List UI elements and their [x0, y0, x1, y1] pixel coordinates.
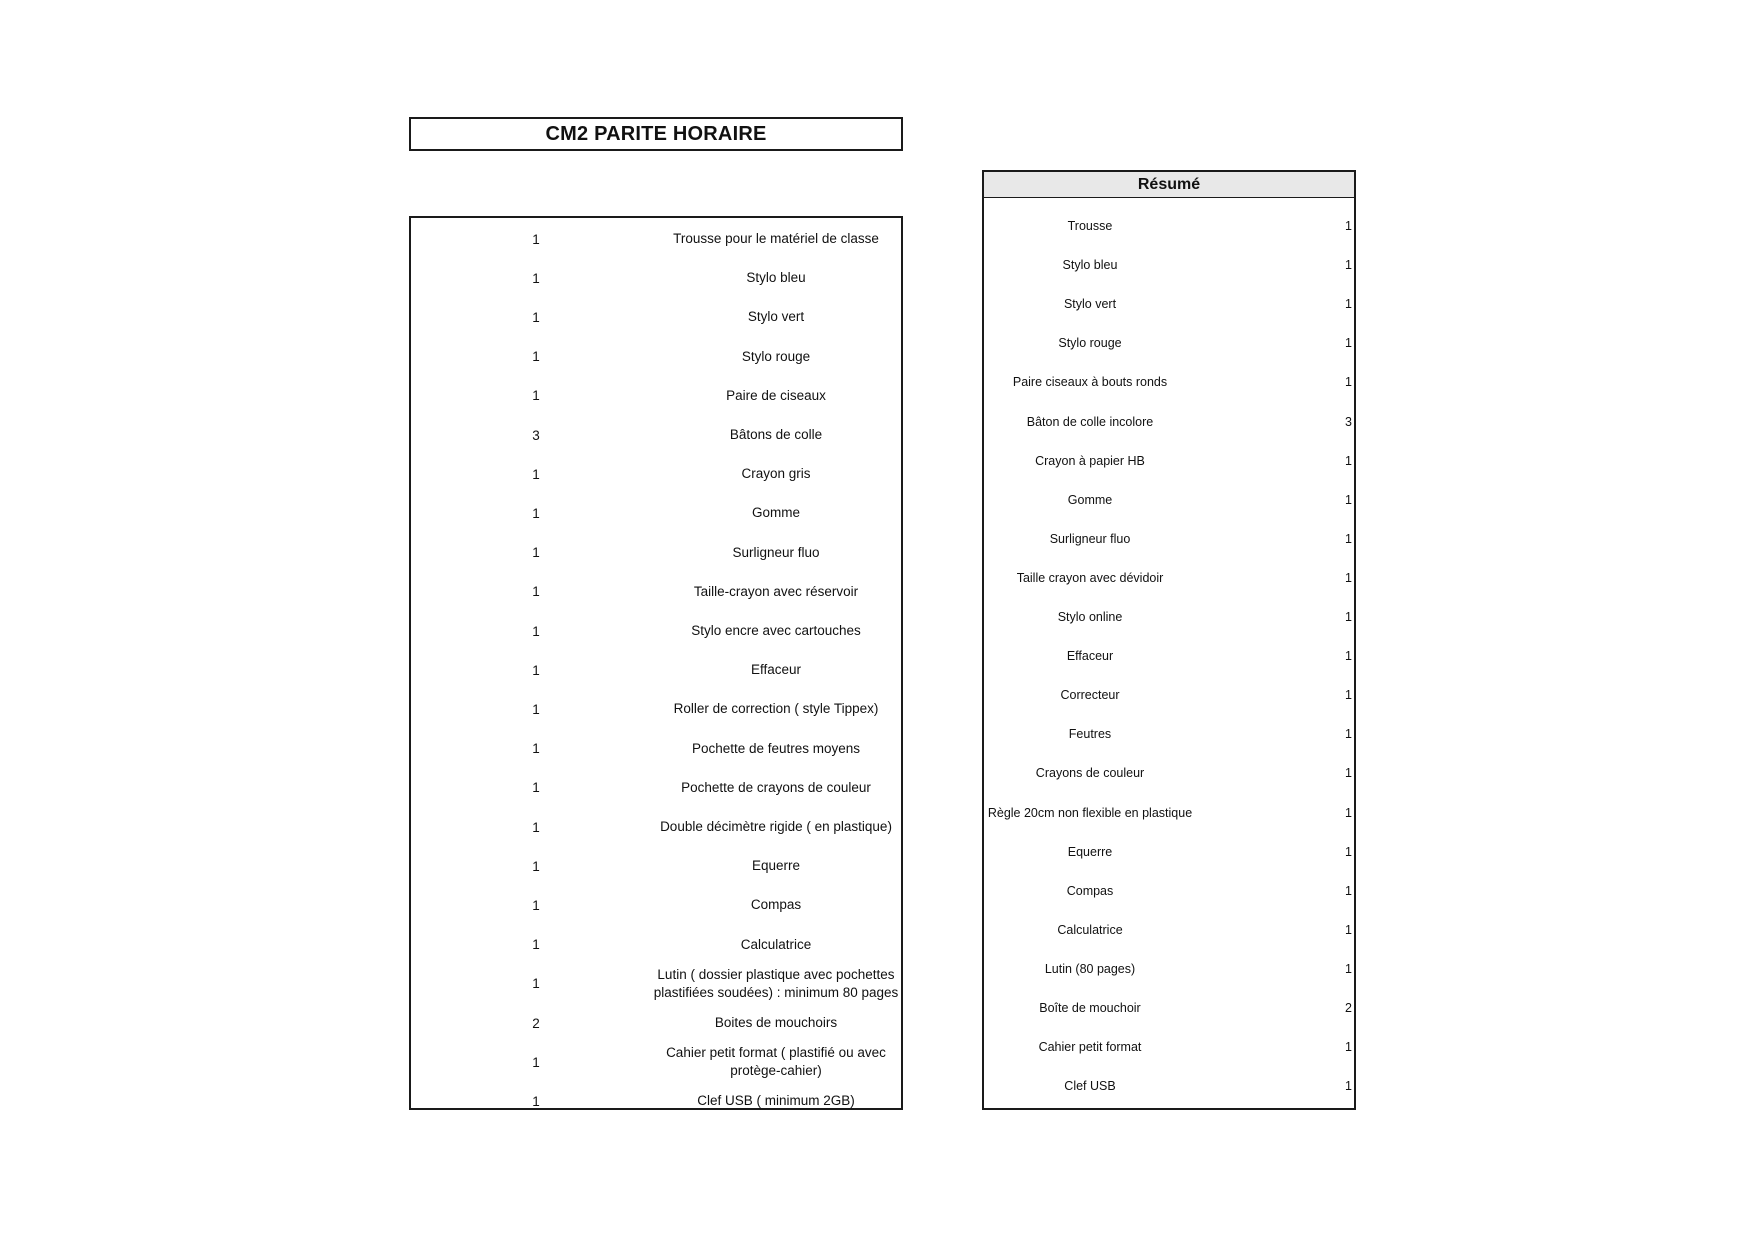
list-item: [411, 1081, 901, 1121]
item-label: Stylo vert: [747, 309, 805, 325]
summary-item-quantity: 1: [1345, 453, 1352, 468]
item-quantity: 1: [532, 466, 540, 482]
summary-item-label: Crayon à papier HB: [1035, 453, 1145, 468]
item-quantity: 1: [532, 897, 540, 913]
list-item: [411, 337, 901, 377]
item-quantity: 1: [532, 309, 540, 325]
summary-row: [984, 258, 1354, 278]
list-item: [411, 1042, 901, 1082]
item-quantity: 1: [532, 780, 540, 796]
summary-item-label: Paire ciseaux à bouts ronds: [1012, 375, 1168, 390]
item-label: Stylo bleu: [746, 270, 806, 286]
item-quantity: 1: [532, 505, 540, 521]
item-quantity: 1: [532, 701, 540, 717]
list-item: [411, 768, 901, 808]
item-label: Stylo encre avec cartouches: [691, 623, 861, 638]
item-label: Double décimètre rigide ( en plastique): [660, 819, 892, 834]
item-quantity: 1: [532, 231, 540, 247]
list-item: [411, 258, 901, 298]
item-quantity: 1: [532, 662, 540, 678]
item-quantity: 1: [532, 388, 540, 404]
summary-item-quantity: 1: [1345, 805, 1352, 820]
item-label: Gomme: [751, 505, 800, 521]
list-item: [411, 964, 901, 1004]
summary-item-quantity: 1: [1345, 688, 1352, 703]
list-item: [411, 219, 901, 259]
summary-item-quantity: 1: [1345, 610, 1352, 624]
item-label: Cahier petit format ( plastifié ou avec protège-cahier): [666, 1045, 886, 1079]
summary-item-quantity: 1: [1345, 375, 1352, 390]
item-quantity: 1: [532, 819, 540, 835]
item-label: Taille-crayon avec réservoir: [693, 583, 859, 599]
summary-row: [984, 766, 1354, 786]
summary-item-label: Règle 20cm non flexible en plastique: [987, 805, 1193, 820]
item-quantity: 1: [532, 1093, 540, 1109]
summary-item-label: Cahier petit format: [1038, 1040, 1142, 1055]
list-item: [411, 689, 901, 729]
summary-row: [984, 1001, 1354, 1021]
summary-item-quantity: 1: [1345, 883, 1352, 898]
summary-item-label: Bâton de colle incolore: [1026, 414, 1154, 429]
item-label: Stylo rouge: [741, 348, 811, 364]
list-item: [411, 415, 901, 455]
summary-item-label: Stylo online: [1057, 610, 1123, 624]
summary-row: [984, 493, 1354, 513]
list-item: [411, 885, 901, 925]
summary-item-label: Stylo bleu: [1062, 258, 1118, 273]
summary-row: [984, 415, 1354, 435]
summary-item-quantity: 1: [1345, 766, 1352, 781]
summary-item-label: Crayons de couleur: [1035, 766, 1145, 781]
item-label: Pochette de crayons de couleur: [681, 779, 871, 795]
summary-item-quantity: 1: [1345, 649, 1352, 664]
summary-item-quantity: 1: [1345, 570, 1352, 585]
item-label: Lutin ( dossier plastique avec pochettes plastifiées soudées) : minimum 80 pages: [653, 966, 899, 1000]
summary-item-label: Effaceur: [1066, 649, 1114, 664]
list-item: [411, 376, 901, 416]
item-label: Equerre: [751, 858, 801, 874]
summary-item-quantity: 1: [1345, 961, 1352, 976]
list-item: [411, 493, 901, 533]
item-label: Bâtons de colle: [729, 427, 823, 442]
summary-row: [984, 1079, 1354, 1099]
item-label: Trousse pour le matériel de classe: [673, 231, 879, 246]
item-quantity: 1: [532, 270, 540, 286]
summary-item-label: Equerre: [1067, 844, 1113, 859]
summary-row: [984, 610, 1354, 630]
summary-row: [984, 336, 1354, 356]
summary-item-quantity: 1: [1345, 336, 1352, 351]
summary-item-label: Taille crayon avec dévidoir: [1016, 570, 1164, 585]
summary-row: [984, 962, 1354, 982]
summary-row: [984, 454, 1354, 474]
list-item: [411, 807, 901, 847]
list-item: [411, 846, 901, 886]
summary-item-label: Trousse: [1067, 219, 1113, 233]
supply-list-table: [409, 216, 903, 1110]
summary-table: [982, 170, 1356, 1110]
list-item: [411, 572, 901, 612]
summary-item-quantity: 3: [1345, 414, 1352, 429]
summary-header: Résumé: [984, 172, 1354, 198]
item-quantity: 1: [532, 623, 540, 639]
item-quantity: 2: [532, 1015, 540, 1031]
summary-row: [984, 923, 1354, 943]
summary-item-label: Stylo vert: [1063, 297, 1117, 312]
item-quantity: 1: [532, 1054, 540, 1070]
summary-row: [984, 727, 1354, 747]
item-label: Clef USB ( minimum 2GB): [697, 1093, 855, 1109]
item-quantity: 1: [532, 937, 540, 953]
summary-item-quantity: 1: [1345, 844, 1352, 859]
summary-row: [984, 571, 1354, 591]
summary-item-label: Gomme: [1067, 492, 1113, 507]
item-quantity: 1: [532, 349, 540, 365]
summary-row: [984, 806, 1354, 826]
summary-item-label: Stylo rouge: [1058, 336, 1122, 351]
summary-row: [984, 1040, 1354, 1060]
list-item: [411, 454, 901, 494]
summary-row: [984, 884, 1354, 904]
summary-item-quantity: 1: [1345, 258, 1352, 273]
summary-item-quantity: 1: [1345, 531, 1352, 546]
list-item: [411, 925, 901, 965]
summary-row: [984, 688, 1354, 708]
page-title: CM2 PARITE HORAIRE: [409, 117, 903, 151]
summary-row: [984, 845, 1354, 865]
list-item: [411, 729, 901, 769]
summary-item-label: Boîte de mouchoir: [1039, 1001, 1141, 1015]
summary-row: [984, 219, 1354, 239]
summary-item-quantity: 1: [1345, 922, 1352, 937]
summary-row: [984, 532, 1354, 552]
summary-item-quantity: 1: [1345, 219, 1352, 233]
summary-item-quantity: 1: [1345, 727, 1352, 742]
list-item: [411, 1003, 901, 1043]
summary-item-quantity: 1: [1345, 492, 1352, 507]
summary-item-label: Correcteur: [1060, 688, 1120, 703]
summary-item-label: Calculatrice: [1057, 922, 1123, 937]
item-label: Pochette de feutres moyens: [691, 740, 861, 756]
summary-row: [984, 297, 1354, 317]
summary-item-quantity: 2: [1345, 1001, 1352, 1015]
item-label: Compas: [750, 897, 802, 913]
item-quantity: 1: [532, 741, 540, 757]
summary-item-quantity: 1: [1345, 297, 1352, 312]
item-quantity: 1: [532, 976, 540, 992]
summary-row: [984, 649, 1354, 669]
item-label: Roller de correction ( style Tippex): [673, 701, 879, 717]
summary-item-quantity: 1: [1345, 1040, 1352, 1055]
item-label: Boites de mouchoirs: [714, 1015, 838, 1030]
summary-row: [984, 375, 1354, 395]
summary-item-label: Lutin (80 pages): [1044, 961, 1136, 976]
item-label: Surligneur fluo: [732, 544, 820, 560]
item-label: Crayon gris: [741, 466, 811, 482]
summary-item-label: Clef USB: [1064, 1079, 1116, 1094]
summary-item-label: Compas: [1066, 883, 1114, 898]
list-item: [411, 650, 901, 690]
item-quantity: 1: [532, 545, 540, 561]
list-item: [411, 533, 901, 573]
item-quantity: 1: [532, 858, 540, 874]
item-label: Calculatrice: [740, 936, 812, 952]
summary-item-label: Feutres: [1068, 727, 1112, 742]
item-label: Effaceur: [750, 662, 802, 678]
list-item: [411, 297, 901, 337]
list-item: [411, 611, 901, 651]
item-label: Paire de ciseaux: [726, 387, 826, 403]
summary-item-label: Surligneur fluo: [1049, 531, 1131, 546]
item-quantity: 1: [532, 584, 540, 600]
summary-item-quantity: 1: [1345, 1079, 1352, 1094]
item-quantity: 3: [532, 427, 540, 443]
